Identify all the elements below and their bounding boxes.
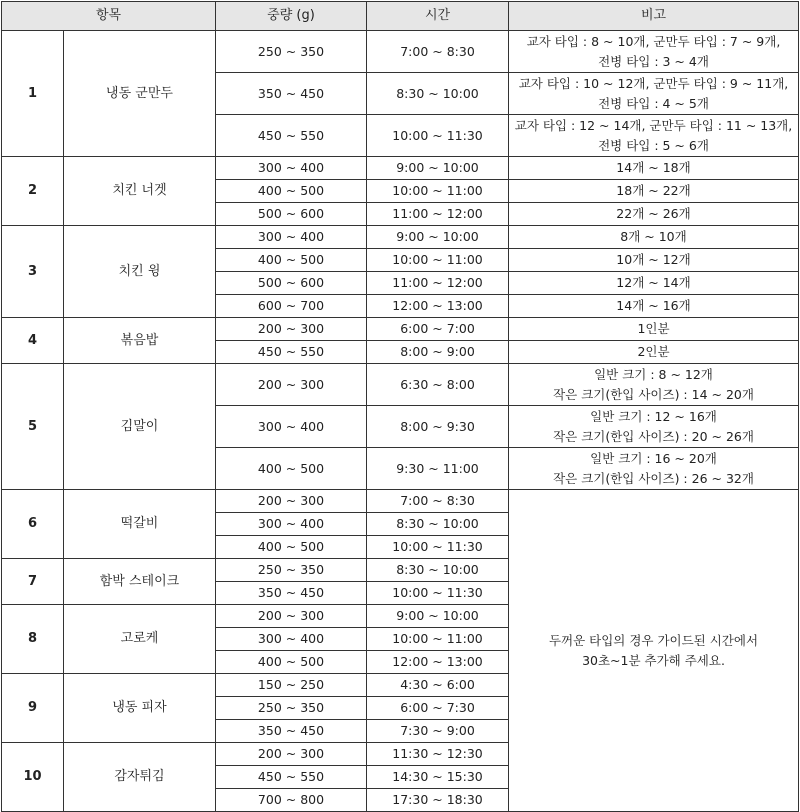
- note-cell: [509, 226, 799, 249]
- time-cell: 12:00 ~ 13:00: [367, 651, 509, 674]
- time-cell: 10:00 ~ 11:30: [367, 582, 509, 605]
- note-cell: [509, 272, 799, 295]
- note-line: 10개 ~ 12개: [616, 252, 691, 267]
- note-cell: [509, 406, 799, 448]
- time-cell: 14:30 ~ 15:30: [367, 766, 509, 789]
- header-notes: 비고: [509, 2, 799, 31]
- note-cell: [509, 318, 799, 341]
- shared-note-cell: [509, 490, 799, 812]
- note-line: 8개 ~ 10개: [620, 229, 687, 244]
- note-line: 일반 크기 : 8 ~ 12개: [594, 366, 713, 382]
- weight-cell: 200 ~ 300: [216, 743, 367, 766]
- item-number: 7: [2, 559, 64, 605]
- time-cell: 4:30 ~ 6:00: [367, 674, 509, 697]
- weight-cell: 350 ~ 450: [216, 582, 367, 605]
- weight-cell: 500 ~ 600: [216, 203, 367, 226]
- item-number: 3: [2, 226, 64, 318]
- note-line: 일반 크기 : 12 ~ 16개: [590, 408, 717, 424]
- time-cell: 9:30 ~ 11:00: [367, 448, 509, 490]
- note-line: 18개 ~ 22개: [616, 183, 691, 198]
- time-cell: 11:30 ~ 12:30: [367, 743, 509, 766]
- weight-cell: 500 ~ 600: [216, 272, 367, 295]
- weight-cell: 400 ~ 500: [216, 651, 367, 674]
- time-cell: 9:00 ~ 10:00: [367, 157, 509, 180]
- shared-note-line: 30초~1분 추가해 주세요.: [582, 652, 725, 668]
- table-row: [2, 157, 799, 180]
- note-cell: [509, 157, 799, 180]
- weight-cell: 200 ~ 300: [216, 605, 367, 628]
- weight-cell: 300 ~ 400: [216, 406, 367, 448]
- weight-cell: 250 ~ 350: [216, 31, 367, 73]
- weight-cell: 300 ~ 400: [216, 628, 367, 651]
- item-name: 고로케: [64, 605, 216, 674]
- note-line: 전병 타입 : 5 ~ 6개: [598, 137, 709, 153]
- weight-cell: 150 ~ 250: [216, 674, 367, 697]
- note-line: 교자 타입 : 8 ~ 10개, 군만두 타입 : 7 ~ 9개,: [526, 33, 781, 49]
- item-number: 9: [2, 674, 64, 743]
- header-weight: 중량 (g): [216, 2, 367, 31]
- time-cell: 7:00 ~ 8:30: [367, 490, 509, 513]
- item-name: 치킨 윙: [64, 226, 216, 318]
- note-line: 작은 크기(한입 사이즈) : 20 ~ 26개: [553, 428, 754, 444]
- note-line: 작은 크기(한입 사이즈) : 14 ~ 20개: [553, 386, 754, 402]
- time-cell: 11:00 ~ 12:00: [367, 203, 509, 226]
- item-number: 6: [2, 490, 64, 559]
- shared-note-line: 두꺼운 타입의 경우 가이드된 시간에서: [548, 632, 759, 648]
- time-cell: 10:00 ~ 11:00: [367, 628, 509, 651]
- header-time: 시간: [367, 2, 509, 31]
- time-cell: 8:00 ~ 9:30: [367, 406, 509, 448]
- time-cell: 6:00 ~ 7:00: [367, 318, 509, 341]
- note-line: 작은 크기(한입 사이즈) : 26 ~ 32개: [553, 470, 754, 486]
- item-name: 함박 스테이크: [64, 559, 216, 605]
- weight-cell: 450 ~ 550: [216, 115, 367, 157]
- weight-cell: 400 ~ 500: [216, 536, 367, 559]
- table-row: [2, 318, 799, 341]
- weight-cell: 200 ~ 300: [216, 490, 367, 513]
- time-cell: 10:00 ~ 11:30: [367, 115, 509, 157]
- time-cell: 7:00 ~ 8:30: [367, 31, 509, 73]
- note-line: 12개 ~ 14개: [616, 275, 691, 290]
- time-cell: 7:30 ~ 9:00: [367, 720, 509, 743]
- time-cell: 6:00 ~ 7:30: [367, 697, 509, 720]
- time-cell: 8:30 ~ 10:00: [367, 513, 509, 536]
- cooking-time-table: [1, 1, 799, 812]
- table-row: [2, 226, 799, 249]
- time-cell: 8:30 ~ 10:00: [367, 73, 509, 115]
- note-line: 22개 ~ 26개: [616, 206, 691, 221]
- table-row: [2, 31, 799, 73]
- time-cell: 6:30 ~ 8:00: [367, 364, 509, 406]
- note-cell: [509, 364, 799, 406]
- item-number: 1: [2, 31, 64, 157]
- note-line: 2인분: [637, 344, 670, 359]
- note-line: 교자 타입 : 12 ~ 14개, 군만두 타입 : 11 ~ 13개,: [514, 117, 793, 133]
- item-name: 감자튀김: [64, 743, 216, 812]
- weight-cell: 400 ~ 500: [216, 249, 367, 272]
- table-header-row: [2, 2, 799, 31]
- header-item: 항목: [2, 2, 216, 31]
- weight-cell: 350 ~ 450: [216, 720, 367, 743]
- note-cell: [509, 295, 799, 318]
- note-cell: [509, 180, 799, 203]
- item-name: 냉동 피자: [64, 674, 216, 743]
- weight-cell: 350 ~ 450: [216, 73, 367, 115]
- note-line: 14개 ~ 16개: [616, 298, 691, 313]
- item-number: 2: [2, 157, 64, 226]
- time-cell: 9:00 ~ 10:00: [367, 605, 509, 628]
- time-cell: 11:00 ~ 12:00: [367, 272, 509, 295]
- weight-cell: 300 ~ 400: [216, 513, 367, 536]
- item-number: 10: [2, 743, 64, 812]
- item-name: 치킨 너겟: [64, 157, 216, 226]
- weight-cell: 200 ~ 300: [216, 318, 367, 341]
- time-cell: 8:00 ~ 9:00: [367, 341, 509, 364]
- note-cell: [509, 341, 799, 364]
- weight-cell: 250 ~ 350: [216, 697, 367, 720]
- item-name: 김말이: [64, 364, 216, 490]
- weight-cell: 400 ~ 500: [216, 180, 367, 203]
- table-row: [2, 364, 799, 406]
- item-name: 떡갈비: [64, 490, 216, 559]
- note-line: 1인분: [637, 321, 670, 336]
- weight-cell: 200 ~ 300: [216, 364, 367, 406]
- table-row: [2, 490, 799, 513]
- note-line: 14개 ~ 18개: [616, 160, 691, 175]
- note-cell: [509, 249, 799, 272]
- time-cell: 12:00 ~ 13:00: [367, 295, 509, 318]
- weight-cell: 700 ~ 800: [216, 789, 367, 812]
- note-cell: [509, 203, 799, 226]
- item-number: 8: [2, 605, 64, 674]
- weight-cell: 450 ~ 550: [216, 341, 367, 364]
- item-number: 5: [2, 364, 64, 490]
- weight-cell: 300 ~ 400: [216, 226, 367, 249]
- note-cell: [509, 73, 799, 115]
- weight-cell: 600 ~ 700: [216, 295, 367, 318]
- note-cell: [509, 115, 799, 157]
- time-cell: 10:00 ~ 11:00: [367, 180, 509, 203]
- note-line: 전병 타입 : 4 ~ 5개: [598, 95, 709, 111]
- weight-cell: 250 ~ 350: [216, 559, 367, 582]
- item-name: 냉동 군만두: [64, 31, 216, 157]
- note-line: 교자 타입 : 10 ~ 12개, 군만두 타입 : 9 ~ 11개,: [518, 75, 789, 91]
- weight-cell: 450 ~ 550: [216, 766, 367, 789]
- item-name: 볶음밥: [64, 318, 216, 364]
- note-cell: [509, 448, 799, 490]
- time-cell: 9:00 ~ 10:00: [367, 226, 509, 249]
- note-cell: [509, 31, 799, 73]
- item-number: 4: [2, 318, 64, 364]
- time-cell: 10:00 ~ 11:30: [367, 536, 509, 559]
- time-cell: 10:00 ~ 11:00: [367, 249, 509, 272]
- note-line: 전병 타입 : 3 ~ 4개: [598, 53, 709, 69]
- table-body: [2, 31, 799, 812]
- weight-cell: 300 ~ 400: [216, 157, 367, 180]
- time-cell: 17:30 ~ 18:30: [367, 789, 509, 812]
- weight-cell: 400 ~ 500: [216, 448, 367, 490]
- time-cell: 8:30 ~ 10:00: [367, 559, 509, 582]
- note-line: 일반 크기 : 16 ~ 20개: [590, 450, 717, 466]
